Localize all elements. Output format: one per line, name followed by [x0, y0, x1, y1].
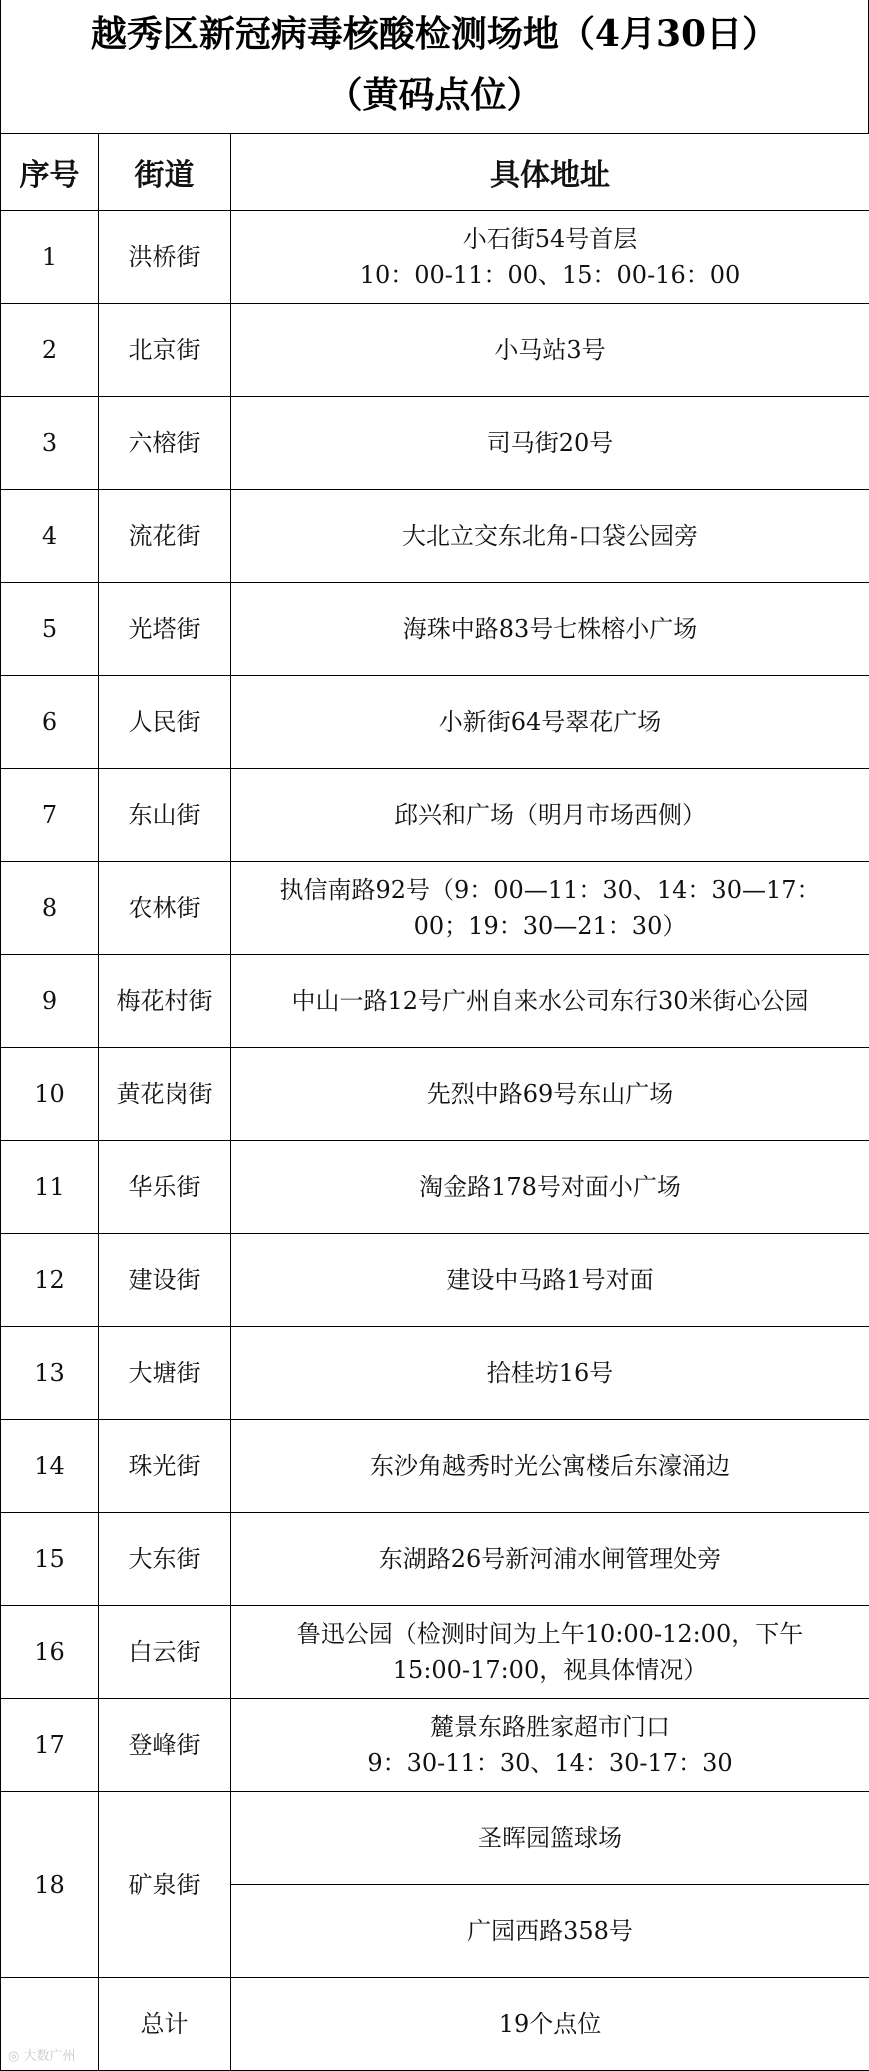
address-cell [231, 1792, 869, 1885]
address-line: 10：00-11：00、15：00-16：00 [359, 261, 741, 289]
testing-sites-table [0, 133, 869, 2071]
address-cell [231, 769, 869, 862]
address-cell [231, 1234, 869, 1327]
table-row [1, 1048, 869, 1141]
row-index: 2 [1, 304, 99, 397]
address-line: 海珠中路83号七株榕小广场 [402, 615, 698, 643]
header-index: 序号 [1, 134, 99, 211]
street-name: 流花街 [99, 490, 231, 583]
address-line: 先烈中路69号东山广场 [426, 1080, 674, 1108]
table-row [1, 211, 869, 304]
street-name: 大塘街 [99, 1327, 231, 1420]
address-line: 15:00-17:00，视具体情况） [392, 1656, 708, 1684]
row-index: 12 [1, 1234, 99, 1327]
street-name: 人民街 [99, 676, 231, 769]
table-row [1, 1606, 869, 1699]
street-name: 大东街 [99, 1513, 231, 1606]
address-cell [231, 490, 869, 583]
street-name: 梅花村街 [99, 955, 231, 1048]
address-line: 东湖路26号新河浦水闸管理处旁 [378, 1545, 722, 1573]
address-line: 东沙角越秀时光公寓楼后东濠涌边 [370, 1452, 730, 1480]
table-row [1, 1141, 869, 1234]
address-line: 大北立交东北角-口袋公园旁 [401, 522, 699, 550]
address-cell [231, 1420, 869, 1513]
address-line: 小新街64号翠花广场 [438, 708, 662, 736]
street-name: 珠光街 [99, 1420, 231, 1513]
address-cell [231, 304, 869, 397]
address-cell [231, 211, 869, 304]
table-row [1, 862, 869, 955]
street-name: 光塔街 [99, 583, 231, 676]
address-cell [231, 1885, 869, 1978]
address-cell [231, 1699, 869, 1792]
total-row [1, 1978, 869, 2071]
address-cell [231, 676, 869, 769]
row-index: 4 [1, 490, 99, 583]
address-cell [231, 397, 869, 490]
address-cell [231, 1327, 869, 1420]
row-index: 6 [1, 676, 99, 769]
street-name: 黄花岗街 [99, 1048, 231, 1141]
row-index: 10 [1, 1048, 99, 1141]
table-row [1, 1234, 869, 1327]
row-index: 14 [1, 1420, 99, 1513]
address-cell [231, 1606, 869, 1699]
table-body [1, 211, 869, 2071]
address-cell [231, 1513, 869, 1606]
watermark-text: 大数广州 [23, 2049, 76, 2064]
street-name: 东山街 [99, 769, 231, 862]
address-line: 鲁迅公园（检测时间为上午10:00-12:00，下午 [296, 1620, 804, 1648]
address-line: 拾桂坊16号 [486, 1359, 614, 1387]
street-name: 华乐街 [99, 1141, 231, 1234]
row-index: 15 [1, 1513, 99, 1606]
title-block [0, 0, 869, 133]
address-cell [231, 955, 869, 1048]
table-row [1, 1699, 869, 1792]
row-index: 7 [1, 769, 99, 862]
street-name: 矿泉街 [99, 1792, 231, 1978]
street-name: 六榕街 [99, 397, 231, 490]
table-row [1, 955, 869, 1048]
row-index: 13 [1, 1327, 99, 1420]
header-address: 具体地址 [231, 134, 869, 211]
address-line: 9：30-11：30、14：30-17：30 [367, 1749, 733, 1777]
row-index: 1 [1, 211, 99, 304]
row-index: 8 [1, 862, 99, 955]
address-cell [231, 862, 869, 955]
street-name: 北京街 [99, 304, 231, 397]
row-index: 16 [1, 1606, 99, 1699]
row-index: 11 [1, 1141, 99, 1234]
watermark-logo: ◎ 大数广州 [8, 2049, 76, 2064]
table-row [1, 1420, 869, 1513]
table-header-row [1, 134, 869, 211]
row-index: 17 [1, 1699, 99, 1792]
address-line: 00；19：30—21：30） [413, 912, 687, 940]
address-cell [231, 583, 869, 676]
street-name: 白云街 [99, 1606, 231, 1699]
table-row [1, 304, 869, 397]
address-line: 执信南路92号（9：00—11：30、14：30—17： [279, 876, 821, 904]
table-row [1, 769, 869, 862]
address-line: 圣晖园篮球场 [478, 1824, 622, 1852]
table-row [1, 1792, 869, 1885]
row-index: 5 [1, 583, 99, 676]
row-index: 3 [1, 397, 99, 490]
address-line: 建设中马路1号对面 [446, 1266, 654, 1294]
table-row [1, 1513, 869, 1606]
row-index: 9 [1, 955, 99, 1048]
street-name: 登峰街 [99, 1699, 231, 1792]
address-line: 广园西路358号 [467, 1917, 633, 1945]
street-name: 建设街 [99, 1234, 231, 1327]
address-line: 小石街54号首层 [462, 225, 638, 253]
address-cell [231, 1048, 869, 1141]
table-row [1, 1327, 869, 1420]
header-street: 街道 [99, 134, 231, 211]
total-label: 总计 [99, 1978, 231, 2071]
address-line: 小马站3号 [494, 336, 606, 364]
address-line: 中山一路12号广州自来水公司东行30米街心公园 [291, 987, 809, 1015]
total-value: 19个点位 [231, 1978, 869, 2071]
street-name: 农林街 [99, 862, 231, 955]
street-name: 洪桥街 [99, 211, 231, 304]
address-line: 淘金路178号对面小广场 [419, 1173, 681, 1201]
address-line: 麓景东路胜家超市门口 [430, 1713, 670, 1741]
address-line: 邱兴和广场（明月市场西侧） [394, 801, 706, 829]
table-row [1, 583, 869, 676]
address-line: 司马街20号 [486, 429, 614, 457]
address-cell [231, 1141, 869, 1234]
page-subtitle: （黄码点位） [326, 74, 543, 116]
table-row [1, 397, 869, 490]
table-row [1, 490, 869, 583]
table-row [1, 676, 869, 769]
row-index: 18 [1, 1792, 99, 1978]
page-title: 越秀区新冠病毒核酸检测场地（4月30日） [90, 13, 779, 55]
